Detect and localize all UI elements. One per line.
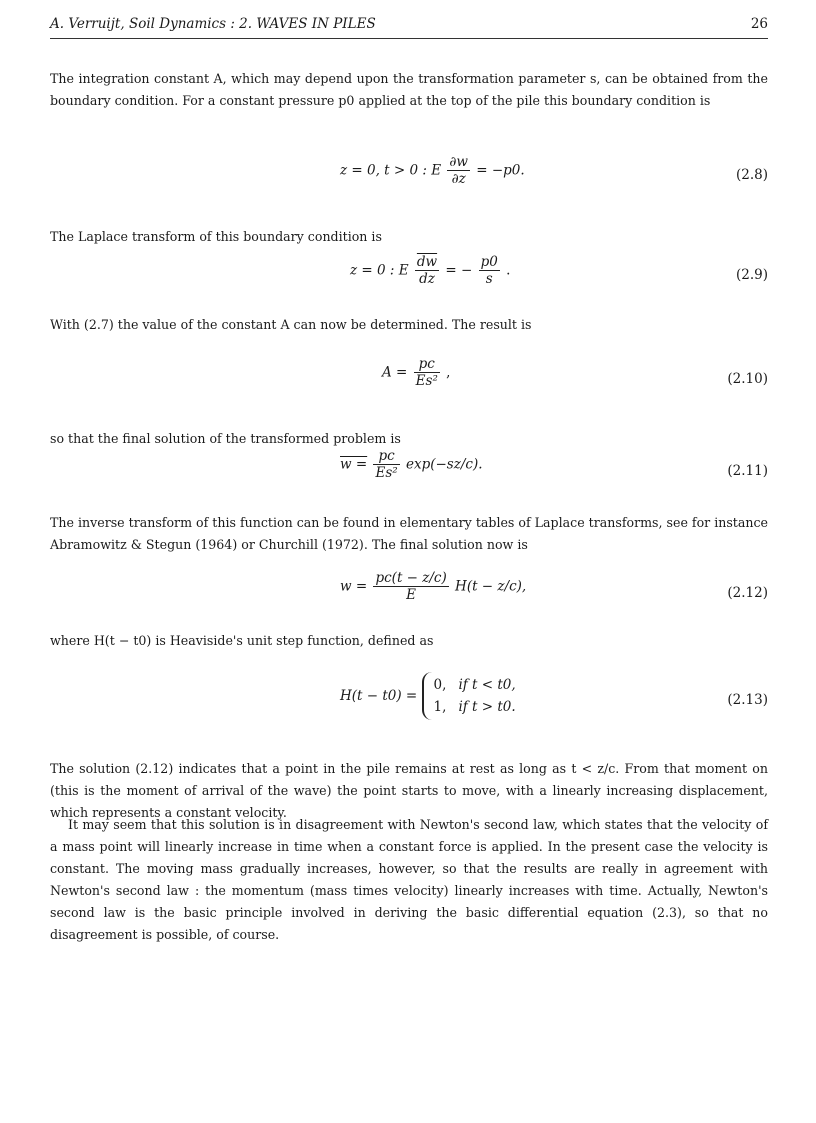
eq-2-12-denominator: E bbox=[406, 587, 417, 603]
eq-2-9-numerator-1: $\overline{dw}$ bbox=[416, 254, 438, 270]
running-header bbox=[50, 12, 768, 39]
eq-2-13-case-2-condition: if t > t0. bbox=[458, 699, 516, 715]
equation-2-13 bbox=[50, 672, 768, 730]
eq-2-8-rhs: = −p0. bbox=[476, 162, 525, 179]
eq-2-10-lhs: A = bbox=[382, 364, 408, 381]
paragraph-4: so that the final solution of the transformed problem is bbox=[50, 431, 401, 446]
eq-2-10-denominator: Es² bbox=[415, 373, 438, 389]
paragraph-8: It may seem that this solution is in disagreement with Newton's second law, which states that the velocity of a mass point will linearly increase in time when a constant force is applied. In the present case the velocity is constant. The moving mass gradually increases, however, so that the results are really in agreement with Newton's second law : the momentum (mass times velocity) linearly increases with time. Actually, Newton's second law is the basic principle involved in deriving the basic differential equation (2.3), so that no disagreement is possible, of course. bbox=[50, 817, 768, 942]
eq-2-12-rhs: H(t − z/c), bbox=[455, 578, 527, 595]
page-number: 26 bbox=[750, 16, 768, 32]
paragraph-3: With (2.7) the value of the constant A can now be determined. The result is bbox=[50, 317, 532, 332]
equation-number-2-9: (2.9) bbox=[735, 267, 768, 283]
eq-2-8-fraction bbox=[447, 154, 470, 187]
eq-2-11-numerator: pc bbox=[373, 448, 399, 465]
eq-2-13-cases bbox=[422, 672, 516, 720]
equation-number-2-13: (2.13) bbox=[727, 692, 768, 708]
equation-2-10 bbox=[50, 356, 768, 404]
eq-2-9-fraction-1 bbox=[415, 254, 439, 287]
eq-2-9-denominator-2: s bbox=[485, 271, 493, 287]
eq-2-9-denominator-1: dz bbox=[419, 271, 435, 287]
equation-2-9 bbox=[50, 254, 768, 300]
eq-2-11-fraction bbox=[373, 448, 399, 481]
equation-number-2-8: (2.8) bbox=[735, 167, 768, 183]
eq-2-11-lhs: w = bbox=[340, 456, 368, 473]
eq-2-10-numerator: pc bbox=[414, 356, 440, 373]
eq-2-11-denominator: Es² bbox=[375, 465, 398, 481]
eq-2-13-case-1 bbox=[434, 674, 516, 696]
eq-2-9-end: . bbox=[506, 262, 511, 279]
eq-2-12-lhs: w = bbox=[340, 578, 368, 595]
eq-2-9-lhs: z = 0 : E bbox=[350, 262, 409, 279]
equation-2-12 bbox=[50, 570, 768, 618]
eq-2-13-case-1-condition: if t < t0, bbox=[458, 677, 516, 693]
equation-number-2-10: (2.10) bbox=[727, 371, 768, 387]
eq-2-9-fraction-2 bbox=[479, 254, 500, 287]
eq-2-8-lhs: z = 0, t > 0 : E bbox=[340, 162, 442, 179]
paragraph-5: The inverse transform of this function can be found in elementary tables of Laplace transforms, see for instance Abramowitz & Stegun (1964) or Churchill (1972). The final solution now is bbox=[50, 515, 768, 552]
eq-2-9-numerator-2: p0 bbox=[480, 254, 498, 270]
eq-2-10-fraction bbox=[414, 356, 440, 389]
eq-2-12-numerator: pc(t − z/c) bbox=[375, 570, 447, 586]
eq-2-8-denominator: ∂z bbox=[451, 171, 466, 187]
header-title: A. Verruijt, Soil Dynamics : 2. WAVES IN PILES bbox=[50, 16, 376, 32]
eq-2-11-rhs: exp(−sz/c). bbox=[405, 456, 483, 473]
eq-2-13-case-2 bbox=[434, 696, 516, 718]
paragraph-7: The solution (2.12) indicates that a point in the pile remains at rest as long as t < z/c. From that moment on (this is the moment of arrival of the wave) the point starts to move, with a linearly increasing displacement, which represents a constant velocity. bbox=[50, 761, 768, 820]
eq-2-13-lhs: H(t − t0) = bbox=[340, 688, 418, 704]
equation-2-11 bbox=[50, 448, 768, 496]
equation-number-2-11: (2.11) bbox=[727, 463, 768, 479]
paragraph-6: where H(t − t0) is Heaviside's unit step function, defined as bbox=[50, 633, 434, 648]
eq-2-9-equals: = − bbox=[445, 262, 473, 279]
eq-2-8-numerator: ∂w bbox=[449, 154, 468, 170]
eq-2-13-case-2-value: 1, bbox=[433, 699, 447, 715]
equation-number-2-12: (2.12) bbox=[727, 585, 768, 601]
paragraph-2: The Laplace transform of this boundary condition is bbox=[50, 229, 382, 244]
equation-2-8 bbox=[50, 150, 768, 198]
eq-2-12-fraction bbox=[373, 570, 448, 603]
eq-2-10-end: , bbox=[446, 364, 451, 381]
paragraph-1: The integration constant A, which may depend upon the transformation parameter s, can be obtained from the boundary condition. For a constant pressure p0 applied at the top of the pile this boundary condition is bbox=[50, 71, 768, 108]
eq-2-13-case-1-value: 0, bbox=[433, 677, 447, 693]
